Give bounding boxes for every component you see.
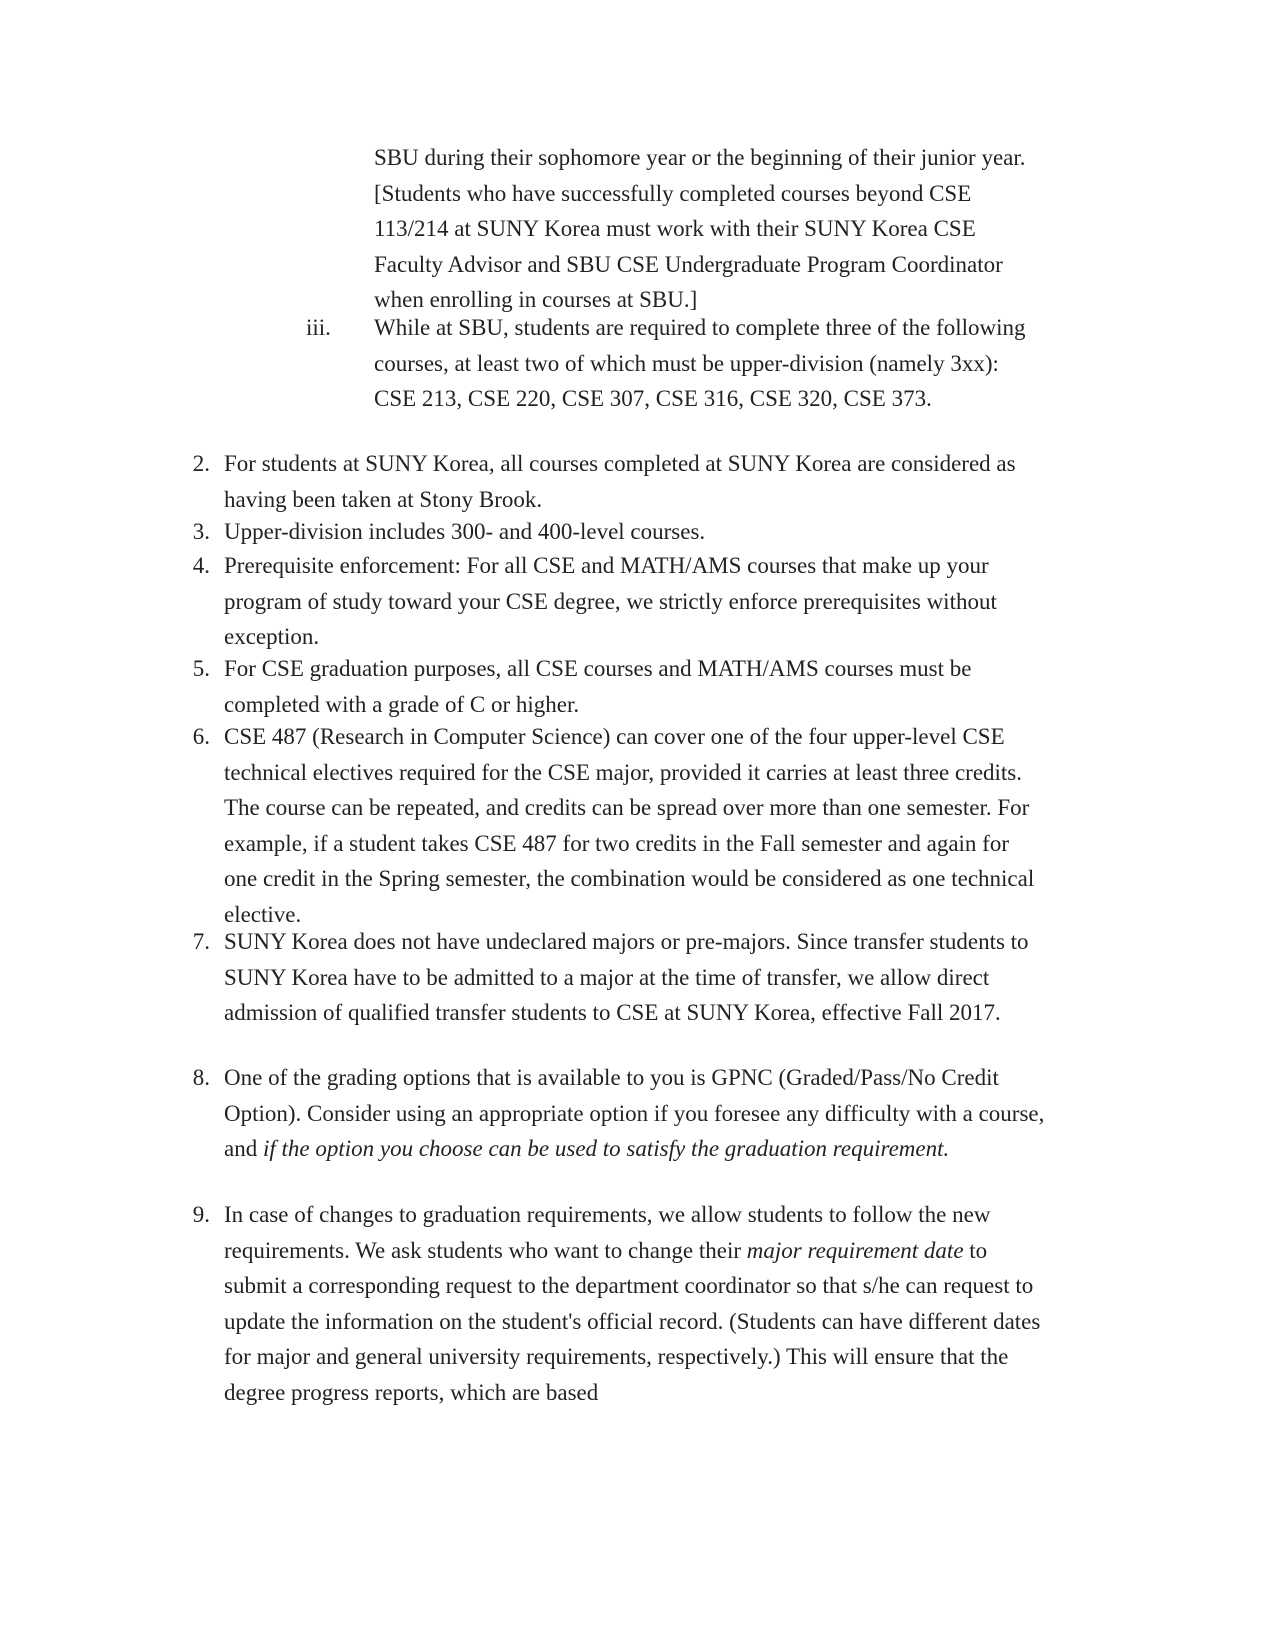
item-text-italic: major requirement date (746, 1237, 964, 1263)
item-text: Prerequisite enforcement: For all CSE and MATH/AMS courses that make up your program of study toward your CSE degree, we strictly enforce prerequisites without exception. (224, 553, 997, 649)
item-text (224, 1060, 1046, 1167)
item-text-plain: One of the grading options that is available to you is GPNC (Graded/Pass/No Credit Option). Consider using an appropriate option if you foresee any difficulty with a course, and (224, 1065, 1045, 1161)
item-text: For students at SUNY Korea, all courses completed at SUNY Korea are considered as having been taken at Stony Brook. (224, 451, 1016, 512)
item-text: SUNY Korea does not have undeclared majors or pre-majors. Since transfer students to SUNY Korea have to be admitted to a major at the time of transfer, we allow direct admission of qualified transfer students to CSE at SUNY Korea, effective Fall 2017. (224, 929, 1029, 1025)
item-number: 2. (192, 451, 210, 476)
item-number: 7. (192, 929, 210, 954)
item-text: For CSE graduation purposes, all CSE courses and MATH/AMS courses must be completed with a grade of C or higher. (224, 656, 972, 717)
item-text: Upper-division includes 300- and 400-level courses. (224, 519, 706, 544)
subitem-text: While at SBU, students are required to complete three of the following courses, at least two of which must be upper-division (namely 3xx): CSE 213, CSE 220, CSE 307, CSE 316, CSE 320, CSE 373. (374, 315, 1026, 411)
item-number: 5. (192, 656, 210, 681)
item-number: 3. (192, 519, 210, 544)
item-number: 4. (192, 553, 210, 578)
subitem-text: SBU during their sophomore year or the beginning of their junior year. [Students who have successfully completed courses beyond CSE 113/214 at SUNY Korea must work with their SUNY Korea CSE Faculty Advisor and SBU CSE Undergraduate Program Coordinator when enrolling in courses at SBU.] (374, 145, 1026, 312)
item-text (224, 1197, 1046, 1410)
item-text-plain: In case of changes to graduation requirements, we allow students to follow the new requirements. We ask students who want to change their (224, 1202, 991, 1263)
item-number: 6. (192, 724, 210, 749)
item-text-plain: to submit a corresponding request to the department coordinator so that s/he can request to update the information on the student's official record. (Students can have different dates for major and general university requirements, respectively.) This will ensure that the degree progress reports, which are based (224, 1237, 1041, 1405)
item-number: 8. (192, 1065, 210, 1090)
subitem-number: iii. (306, 315, 331, 340)
item-text: CSE 487 (Research in Computer Science) can cover one of the four upper-level CSE technical electives required for the CSE major, provided it carries at least three credits. The course can be repeated, and credits can be spread over more than one semester. For example, if a student takes CSE 487 for two credits in the Fall semester and again for one credit in the Spring semester, the combination would be considered as one technical elective. (224, 724, 1035, 927)
item-number: 9. (192, 1202, 210, 1227)
item-text-italic: if the option you choose can be used to satisfy the graduation requirement. (262, 1136, 950, 1161)
